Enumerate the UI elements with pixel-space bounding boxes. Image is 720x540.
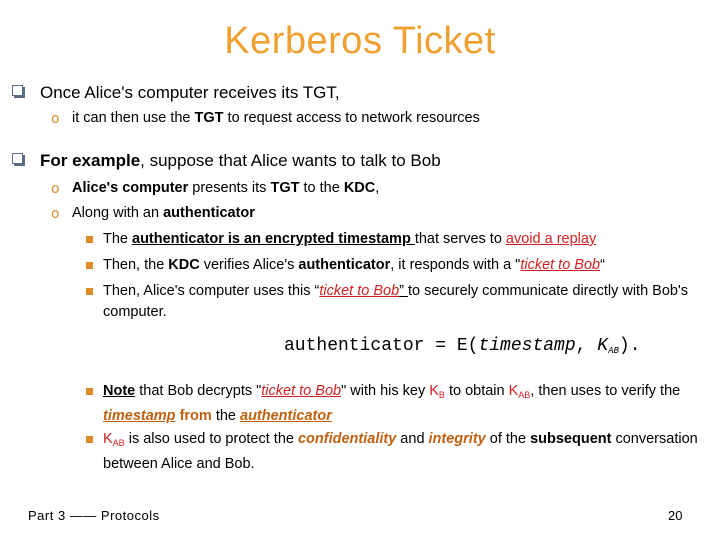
square-bullet-icon	[12, 85, 23, 96]
square-small-bullet-icon	[86, 388, 93, 395]
item-bob-decrypts: Note that Bob decrypts "ticket to Bob" with his key $K_B$ to obtain $K_{AB}$, then uses to verify the timestamp from the authenticator	[103, 381, 703, 427]
item-alice-uses-ticket: Then, Alice's computer uses this “ticket to Bob” to securely communicate directly with Bob's computer.	[103, 281, 703, 323]
item-kab-protects: $K_{AB}$ is also used to protect the confidentiality and integrity of the subsequent conversation between Alice and Bob.	[103, 429, 703, 475]
footer-section-label: Part 3 —— Protocols	[28, 508, 160, 523]
square-small-bullet-icon	[86, 436, 93, 443]
square-small-bullet-icon	[86, 262, 93, 269]
square-small-bullet-icon	[86, 288, 93, 295]
sub-bullet-use-tgt: o it can then use the TGT to request access to network resources	[51, 110, 480, 127]
slide-title: Kerberos Ticket	[224, 20, 496, 62]
sub-bullet-authenticator: o Along with an authenticator	[51, 205, 255, 222]
bullet-for-example: For example, suppose that Alice wants to talk to Bob	[40, 151, 441, 171]
authenticator-formula: authenticator = E(timestamp, $K_{AB}$).	[284, 336, 641, 356]
square-small-bullet-icon	[86, 236, 93, 243]
square-bullet-icon	[12, 153, 23, 164]
sub-bullet-presents-tgt: o Alice's computer presents its TGT to the KDC,	[51, 180, 380, 197]
circle-bullet-icon: o	[51, 206, 60, 222]
circle-bullet-icon: o	[51, 181, 60, 197]
item-authenticator-timestamp: The authenticator is an encrypted timestamp that serves to avoid a replay	[103, 229, 703, 250]
bullet-receives-tgt: Once Alice's computer receives its TGT,	[40, 83, 340, 103]
circle-bullet-icon: o	[51, 111, 60, 127]
item-kdc-verifies: Then, the KDC verifies Alice's authenticator, it responds with a "ticket to Bob“	[103, 255, 703, 276]
page-number: 20	[668, 508, 683, 523]
